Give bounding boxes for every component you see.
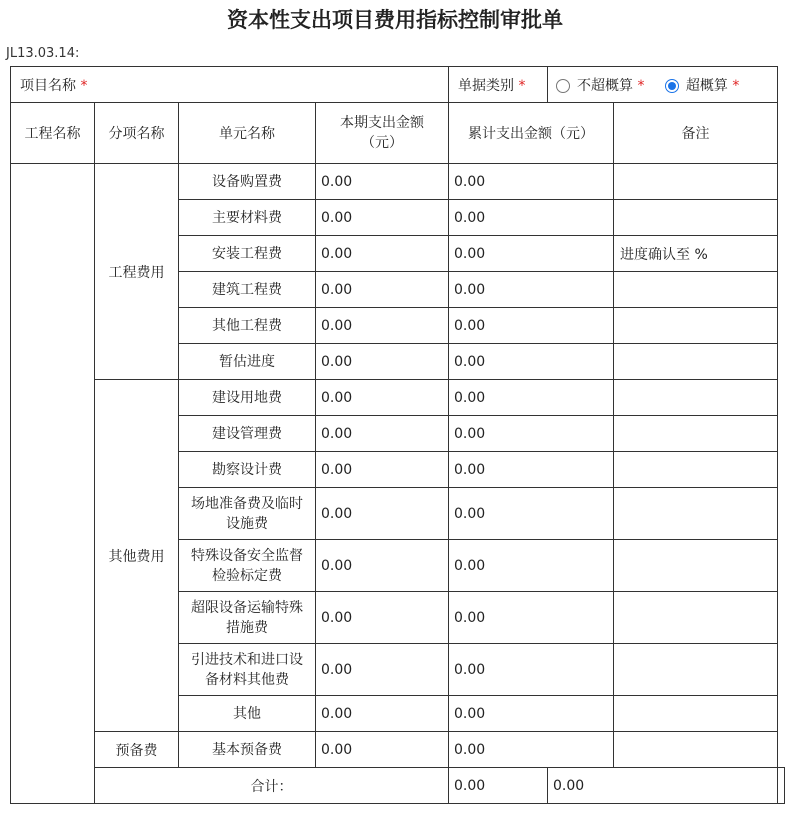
remark-cell[interactable]	[614, 488, 778, 540]
remark-cell[interactable]	[614, 308, 778, 344]
total-current-amount: 0.00	[449, 768, 548, 804]
current-amount[interactable]: 0.00	[316, 380, 449, 416]
current-amount[interactable]: 0.00	[316, 416, 449, 452]
unit-name: 其他工程费	[179, 308, 316, 344]
meta-row	[11, 67, 785, 103]
cumulative-amount[interactable]: 0.00	[449, 164, 614, 200]
doc-type-cell	[449, 67, 548, 103]
remark-cell[interactable]	[614, 272, 778, 308]
engineering-name-cell[interactable]	[11, 164, 95, 804]
option-label: 超概算	[685, 77, 728, 94]
unit-name: 设备购置费	[179, 164, 316, 200]
unit-name: 勘察设计费	[179, 452, 316, 488]
cumulative-amount[interactable]: 0.00	[449, 696, 614, 732]
remark-cell[interactable]	[614, 200, 778, 236]
cumulative-amount[interactable]: 0.00	[449, 540, 614, 592]
remark-cell[interactable]	[614, 644, 778, 696]
header-engineering-name: 工程名称	[11, 103, 95, 164]
total-label: 合计：	[95, 768, 449, 804]
cumulative-amount[interactable]: 0.00	[449, 200, 614, 236]
option-over-budget[interactable]	[665, 75, 739, 95]
header-current-amount: 本期支出金额（元）	[316, 103, 449, 164]
header-row	[11, 103, 785, 164]
header-remark: 备注	[614, 103, 778, 164]
current-amount[interactable]: 0.00	[316, 236, 449, 272]
required-mark: *	[518, 77, 526, 94]
current-amount[interactable]: 0.00	[316, 344, 449, 380]
unit-name: 建设管理费	[179, 416, 316, 452]
doc-type-options	[548, 67, 778, 103]
doc-type-label: 单据类别	[458, 77, 514, 94]
total-remark[interactable]	[778, 768, 785, 804]
current-amount[interactable]: 0.00	[316, 308, 449, 344]
current-amount[interactable]: 0.00	[316, 200, 449, 236]
current-amount[interactable]: 0.00	[316, 452, 449, 488]
remark-cell[interactable]	[614, 696, 778, 732]
remark-cell[interactable]	[614, 732, 778, 768]
unit-name: 主要材料费	[179, 200, 316, 236]
group-reserve-fee: 预备费	[95, 732, 179, 768]
radio-checked-icon[interactable]	[665, 79, 679, 93]
unit-name: 引进技术和进口设备材料其他费	[179, 644, 316, 696]
unit-name: 安装工程费	[179, 236, 316, 272]
total-row	[11, 768, 785, 804]
total-cumulative-amount: 0.00	[548, 768, 778, 804]
current-amount[interactable]: 0.00	[316, 540, 449, 592]
table-row	[11, 164, 785, 200]
unit-name: 基本预备费	[179, 732, 316, 768]
table-row	[11, 732, 785, 768]
current-amount[interactable]: 0.00	[316, 592, 449, 644]
current-amount[interactable]: 0.00	[316, 732, 449, 768]
cumulative-amount[interactable]: 0.00	[449, 644, 614, 696]
current-amount[interactable]: 0.00	[316, 696, 449, 732]
form-title: 资本性支出项目费用指标控制审批单	[227, 8, 563, 32]
cumulative-amount[interactable]: 0.00	[449, 488, 614, 540]
unit-name: 建筑工程费	[179, 272, 316, 308]
required-mark: *	[80, 77, 88, 94]
remark-cell[interactable]	[614, 164, 778, 200]
approval-table	[10, 66, 785, 804]
remark-cell[interactable]	[614, 380, 778, 416]
project-name-label: 项目名称	[20, 77, 76, 94]
required-mark: *	[732, 77, 740, 94]
cumulative-amount[interactable]: 0.00	[449, 732, 614, 768]
cumulative-amount[interactable]: 0.00	[449, 272, 614, 308]
required-mark: *	[637, 77, 645, 94]
table-row	[11, 380, 785, 416]
remark-cell[interactable]	[614, 416, 778, 452]
unit-name: 特殊设备安全监督检验标定费	[179, 540, 316, 592]
group-engineering-fee: 工程费用	[95, 164, 179, 380]
cumulative-amount[interactable]: 0.00	[449, 236, 614, 272]
remark-cell[interactable]	[614, 452, 778, 488]
unit-name: 超限设备运输特殊措施费	[179, 592, 316, 644]
option-not-over-budget[interactable]	[556, 75, 644, 95]
remark-cell[interactable]	[614, 540, 778, 592]
header-sub-item-name: 分项名称	[95, 103, 179, 164]
remark-cell[interactable]	[614, 344, 778, 380]
current-amount[interactable]: 0.00	[316, 164, 449, 200]
cumulative-amount[interactable]: 0.00	[449, 452, 614, 488]
unit-name: 场地准备费及临时设施费	[179, 488, 316, 540]
header-cumulative-amount: 累计支出金额（元）	[449, 103, 614, 164]
remark-progress-cell[interactable]: 进度确认至 %	[614, 236, 778, 272]
group-other-fee: 其他费用	[95, 380, 179, 732]
cumulative-amount[interactable]: 0.00	[449, 380, 614, 416]
current-amount[interactable]: 0.00	[316, 488, 449, 540]
header-unit-name: 单元名称	[179, 103, 316, 164]
cumulative-amount[interactable]: 0.00	[449, 308, 614, 344]
project-name-cell[interactable]	[11, 67, 449, 103]
form-code: JL13.03.14:	[6, 46, 80, 61]
cumulative-amount[interactable]: 0.00	[449, 416, 614, 452]
cumulative-amount[interactable]: 0.00	[449, 344, 614, 380]
unit-name: 建设用地费	[179, 380, 316, 416]
unit-name: 其他	[179, 696, 316, 732]
remark-cell[interactable]	[614, 592, 778, 644]
current-amount[interactable]: 0.00	[316, 644, 449, 696]
current-amount[interactable]: 0.00	[316, 272, 449, 308]
radio-unchecked-icon[interactable]	[556, 79, 570, 93]
option-label: 不超概算	[577, 77, 633, 94]
cumulative-amount[interactable]: 0.00	[449, 592, 614, 644]
unit-name: 暂估进度	[179, 344, 316, 380]
